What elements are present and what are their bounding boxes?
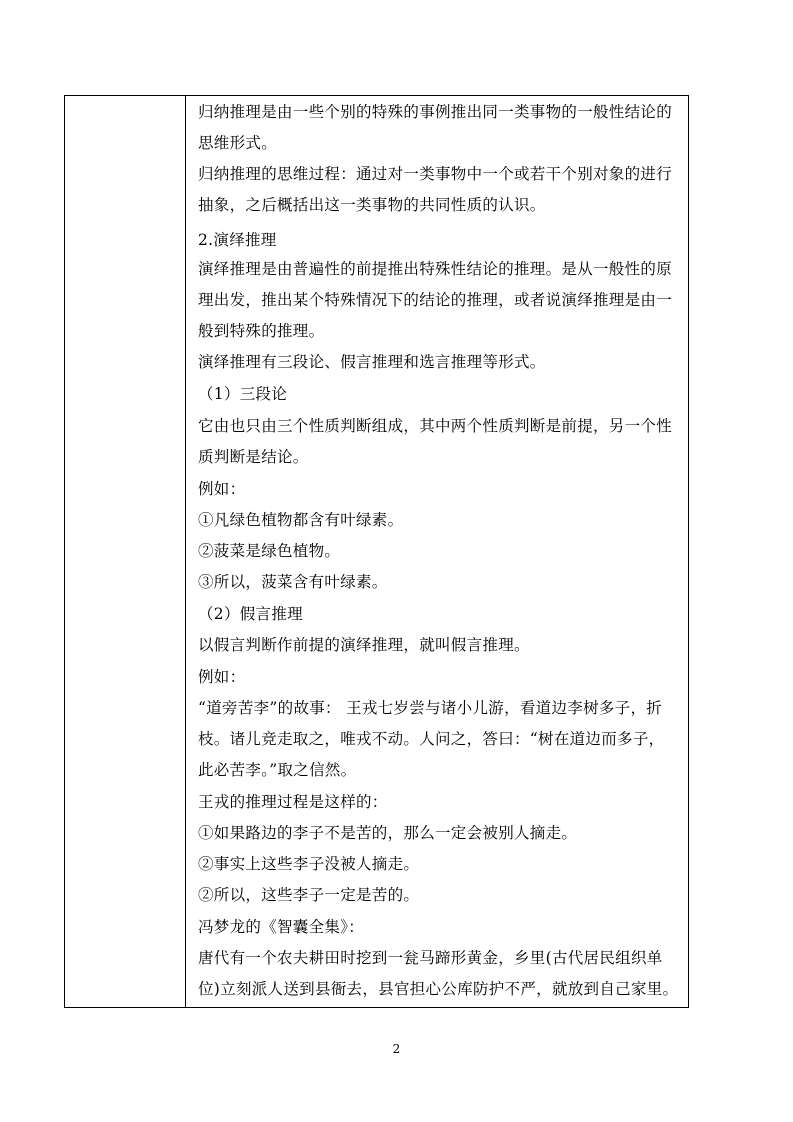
text-line: 例如：: [198, 480, 246, 498]
section-heading: 2.演绎推理: [198, 231, 277, 249]
text-line: 归纳推理是由一些个别的特殊的事例推出同一类事物的一般性结论的: [198, 103, 673, 121]
text-line: 冯梦龙的《智囊全集》：: [198, 918, 365, 936]
text-line: 位)立刻派人送到县衙去，县官担心公库防护不严，就放到自己家里。: [198, 980, 679, 998]
text-line: 抽象，之后概括出这一类事物的共同性质的认识。: [198, 196, 546, 214]
text-line: 般到特殊的推理。: [198, 322, 325, 340]
text-line: ③所以，菠菜含有叶绿素。: [198, 573, 388, 591]
subsection-heading: （1）三段论: [198, 385, 288, 403]
text-line: 例如：: [198, 668, 246, 686]
text-line: 演绎推理是由普遍性的前提推出特殊性结论的推理。是从一般性的原: [198, 260, 673, 278]
content-table: [64, 95, 689, 1008]
text-line: ①如果路边的李子不是苦的，那么一定会被别人摘走。: [198, 824, 578, 842]
subsection-heading: （2）假言推理: [198, 605, 303, 623]
text-line: ②菠菜是绿色植物。: [198, 542, 341, 560]
text-line: ②所以，这些李子一定是苦的。: [198, 886, 420, 904]
text-line: “道旁苦李”的故事： 王戎七岁尝与诸小儿游，看道边李树多子，折: [198, 699, 663, 717]
page-number: 2: [392, 1042, 401, 1056]
text-line: 它由也只由三个性质判断组成，其中两个性质判断是前提，另一个性: [198, 417, 673, 435]
text-line: ②事实上这些李子没被人摘走。: [198, 855, 420, 873]
text-line: 归纳推理的思维过程：通过对一类事物中一个或若干个别对象的进行: [198, 165, 673, 183]
text-line: 以假言判断作前提的演绎推理，就叫假言推理。: [198, 636, 530, 654]
text-line: 此必苦李。”取之信然。: [198, 761, 357, 779]
text-line: 唐代有一个农夫耕田时挖到一瓮马蹄形黄金，乡里(古代居民组织单: [198, 949, 663, 967]
table-right-cell: [186, 96, 688, 1007]
text-line: 演绎推理有三段论、假言推理和选言推理等形式。: [198, 353, 546, 371]
text-line: 枝。诸儿竞走取之，唯戎不动。人问之，答曰：“树在道边而多子，: [198, 730, 665, 748]
text-line: 王戎的推理过程是这样的：: [198, 793, 388, 811]
text-line: 理出发，推出某个特殊情况下的结论的推理，或者说演绎推理是由一: [198, 291, 673, 309]
text-line: 思维形式。: [198, 134, 278, 152]
table-left-cell: [65, 96, 186, 1007]
text-line: 质判断是结论。: [198, 448, 309, 466]
text-line: ①凡绿色植物都含有叶绿素。: [198, 511, 404, 529]
